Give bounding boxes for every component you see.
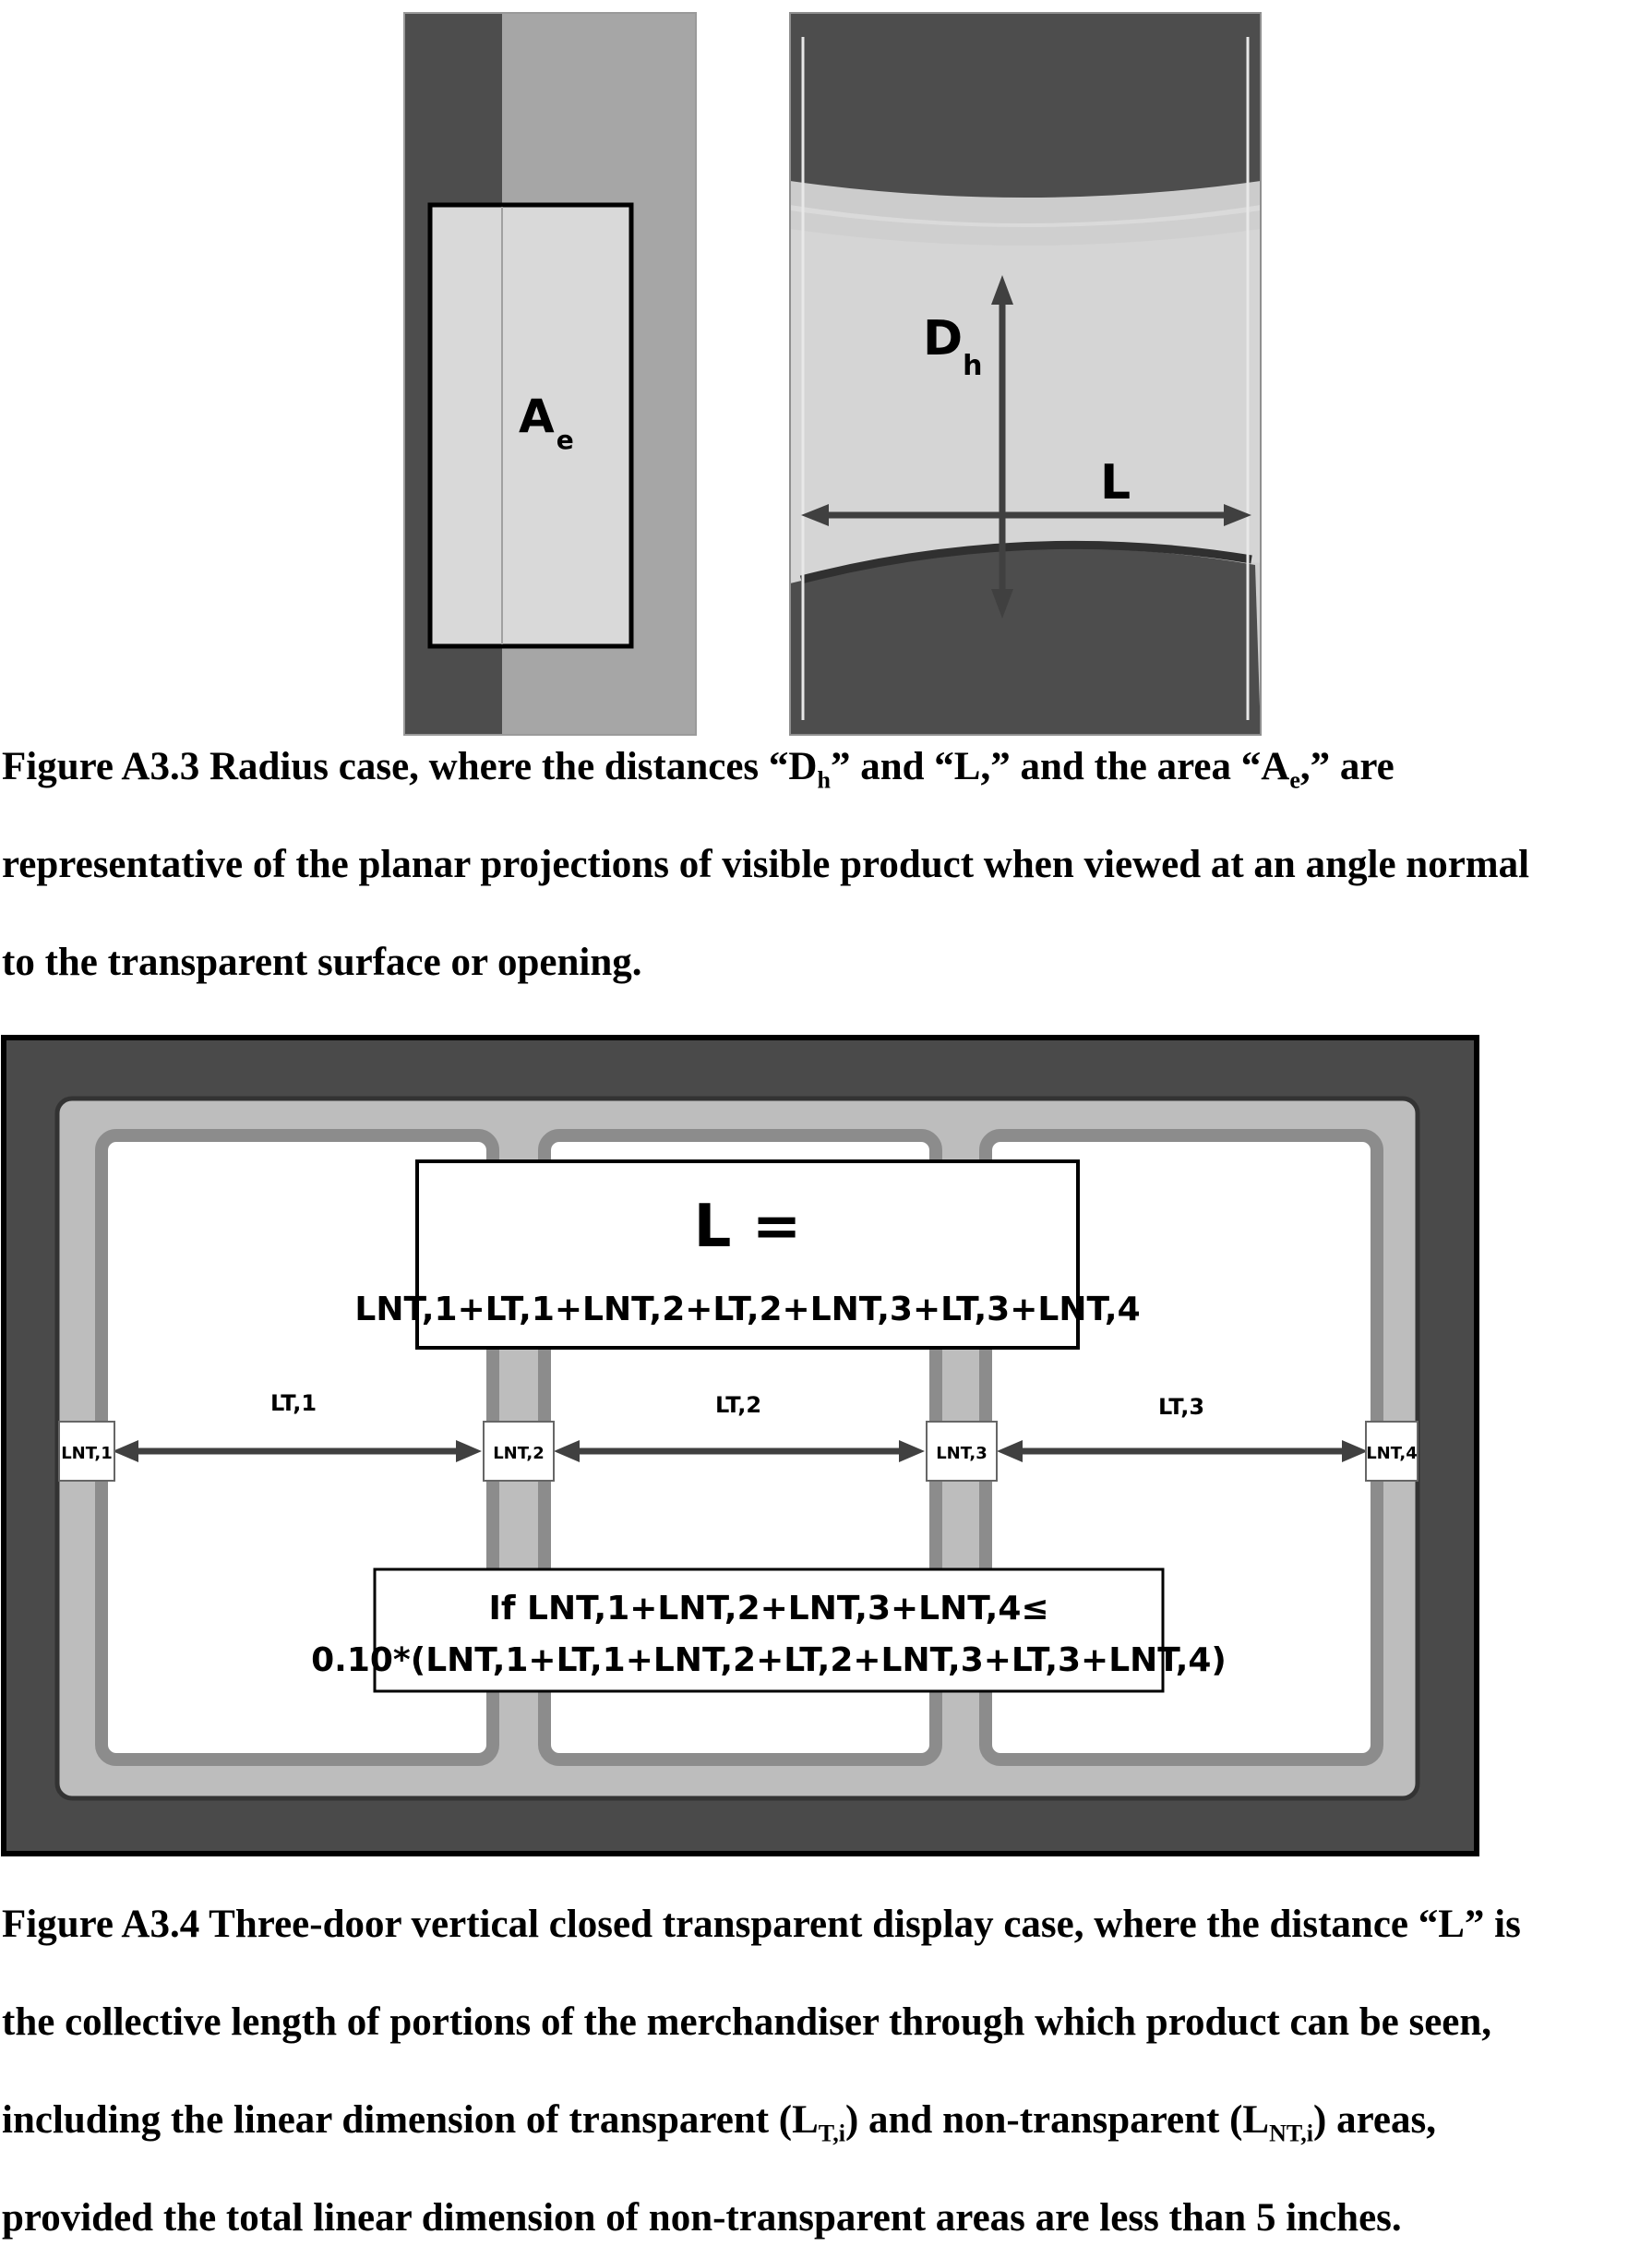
label-lt1: LT,1 xyxy=(269,1390,317,1416)
mullion-4 xyxy=(1366,1422,1418,1481)
label-ae: $A_e$ xyxy=(519,390,574,455)
formula-title: L = xyxy=(693,1193,802,1261)
label-lt2: LT,2 xyxy=(714,1392,762,1418)
mullion-2 xyxy=(484,1422,554,1481)
label-l: L xyxy=(1100,455,1131,510)
caption-a3-3-line2: representative of the planar projections of visible product when viewed at an angle normal xyxy=(2,843,1530,886)
figure-a3-4-diagram xyxy=(0,1034,1652,1865)
condition-line1: If LNT,1+LNT,2+LNT,3+LNT,4≤ xyxy=(488,1590,1049,1627)
mullion-3 xyxy=(927,1422,997,1481)
caption-a3-4-line4: provided the total linear dimension of non-transparent areas are less than 5 inches. xyxy=(2,2196,1402,2240)
condition-box xyxy=(311,1569,1227,1691)
label-lnt4: LNT,4 xyxy=(1366,1444,1418,1463)
figure-a3-3-diagram xyxy=(0,0,1652,739)
caption-a3-4-line3: including the linear dimension of transparent $(L_{T,i})$ and non-transparent $(L_{NT,i})$ areas, xyxy=(2,2098,1436,2147)
caption-a3-4-line1: Figure A3.4 Three-door vertical closed transparent display case, where the distance “L” is xyxy=(2,1903,1521,1946)
formula-sum: LNT,1+LT,1+LNT,2+LT,2+LNT,3+LT,3+LNT,4 xyxy=(354,1291,1141,1328)
label-lnt3: LNT,3 xyxy=(936,1444,988,1463)
label-dh: $D_h$ xyxy=(923,311,983,382)
caption-a3-3-line1: Figure A3.3 Radius case, where the distances “$D_h$” and “L,” and the area “$A_e$,” are xyxy=(2,745,1395,794)
label-lt3: LT,3 xyxy=(1157,1394,1205,1420)
label-lnt2: LNT,2 xyxy=(493,1444,545,1463)
mullion-1 xyxy=(59,1422,114,1481)
flat-case-panel xyxy=(404,13,696,735)
condition-line2: 0.10*(LNT,1+LT,1+LNT,2+LT,2+LNT,3+LT,3+LNT,4) xyxy=(311,1641,1227,1679)
label-lnt1: LNT,1 xyxy=(61,1444,113,1463)
caption-a3-3-line3: to the transparent surface or opening. xyxy=(2,941,642,984)
caption-a3-4-line2: the collective length of portions of the merchandiser through which product can be seen, xyxy=(2,2000,1492,2044)
formula-box xyxy=(354,1161,1140,1348)
radius-case-panel xyxy=(790,13,1261,735)
